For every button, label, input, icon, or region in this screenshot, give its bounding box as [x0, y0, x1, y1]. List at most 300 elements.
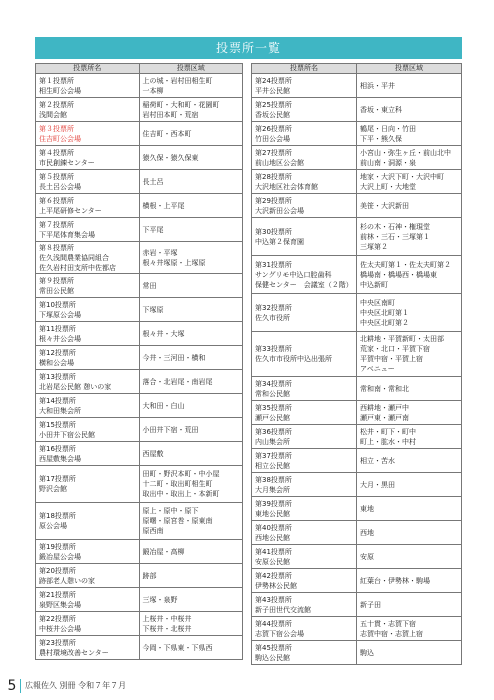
polling-district-area — [139, 170, 243, 194]
name-line: 第26投票所 — [255, 124, 292, 133]
polling-district-area — [139, 636, 243, 660]
name-line: 大沢新田公会場 — [255, 206, 304, 215]
name-line: 第９投票所 — [39, 276, 74, 285]
area-line: 中央区南町 — [360, 298, 395, 307]
polling-station-name — [252, 449, 357, 473]
polling-district-area — [139, 122, 243, 146]
area-line: 地家・大沢下町・大沢中町 — [360, 172, 444, 181]
polling-district-area — [139, 418, 243, 442]
name-line: 小田井下宿公民館 — [39, 430, 95, 439]
polling-station-name — [252, 256, 357, 294]
polling-district-area — [357, 641, 462, 665]
polling-district-area — [139, 74, 243, 98]
name-line: 第31投票所 — [255, 260, 292, 269]
polling-station-name — [36, 218, 140, 242]
area-line: 杉の木・石神・権現堂 — [360, 222, 430, 231]
area-line: 原曙・原宮巻・原東南 — [142, 517, 213, 525]
name-line: 佐久市市役所中込出張所 — [255, 355, 332, 363]
polling-district-area — [357, 593, 462, 617]
table-row — [252, 521, 462, 545]
polling-station-name — [36, 170, 140, 194]
area-line: 駒込 — [360, 648, 374, 657]
table-row — [36, 298, 243, 322]
name-line: 第27投票所 — [255, 148, 292, 157]
area-line: 橋場南・橋場西・橋場東 — [360, 270, 437, 279]
area-line: 田町・野沢本町・中小屋 — [142, 470, 220, 478]
area-line: 五十貫・志賀下宿 — [360, 619, 416, 628]
name-line: 浅間会館 — [39, 110, 67, 119]
table-row — [36, 564, 243, 588]
area-line: 落合・北岩尾・南岩尾 — [142, 377, 213, 386]
name-line: 市民創錬センター — [39, 158, 95, 167]
table-row — [36, 466, 243, 503]
table-row — [252, 473, 462, 497]
name-line: 第８投票所 — [39, 243, 74, 252]
polling-station-name — [252, 294, 357, 332]
polling-station-name — [252, 473, 357, 497]
polling-station-name — [36, 346, 140, 370]
name-line: 上平尾研修センター — [39, 206, 102, 215]
name-line: 下平尾体育集会場 — [39, 230, 95, 239]
table-row — [36, 346, 243, 370]
polling-station-name — [36, 636, 140, 660]
polling-district-area — [357, 425, 462, 449]
name-line: 住吉町公会場 — [39, 134, 81, 143]
area-line: 上桜井・中桜井 — [142, 614, 192, 623]
polling-district-area — [357, 473, 462, 497]
area-line: 鶴尾・日向・竹田 — [360, 124, 416, 133]
name-line: 第20投票所 — [39, 566, 76, 575]
name-line: 根々井公会場 — [39, 334, 81, 343]
polling-station-name — [252, 545, 357, 569]
header-area: 投票区域 — [139, 64, 243, 74]
name-line: 相立公民館 — [255, 461, 290, 470]
name-line: 第12投票所 — [39, 348, 76, 357]
name-line: 横和公会場 — [39, 358, 74, 367]
area-line: 長土呂 — [142, 177, 164, 186]
name-line: 第40投票所 — [255, 523, 292, 532]
table-row — [36, 122, 243, 146]
area-line: 三塚・泉野 — [142, 595, 178, 604]
table-row — [36, 418, 243, 442]
table-header-row — [252, 64, 462, 74]
area-line: 下塚原 — [142, 305, 164, 314]
polling-station-name — [252, 194, 357, 218]
area-line: 跡部 — [142, 571, 157, 580]
polling-district-area — [357, 497, 462, 521]
polling-district-area — [139, 564, 243, 588]
table-row — [36, 612, 243, 636]
name-line: 伊勢林公民館 — [255, 581, 297, 590]
name-line: 鍛冶屋公会場 — [39, 552, 81, 561]
name-line: 第３投票所 — [39, 124, 74, 133]
polling-station-name — [252, 332, 357, 377]
name-line: 平井公民館 — [255, 86, 290, 95]
name-line: 佐久浅間農業協同組合 — [39, 253, 109, 262]
name-line: 第６投票所 — [39, 196, 74, 205]
area-line: 一本柳 — [142, 86, 164, 95]
area-line: 小宮山・弥生ヶ丘・前山北中 — [360, 148, 451, 157]
name-line: 農村環境改善センター — [39, 648, 109, 657]
area-line: 北耕地・平賀新町・太田部 — [360, 335, 444, 343]
name-line: 第21投票所 — [39, 590, 76, 599]
name-line: 第41投票所 — [255, 547, 292, 556]
area-line: 大和田・白山 — [142, 401, 185, 410]
polling-station-name — [252, 170, 357, 194]
polling-station-name — [36, 122, 140, 146]
polling-station-name — [252, 497, 357, 521]
name-line: 長土呂公会場 — [39, 182, 81, 191]
table-row — [36, 274, 243, 298]
polling-station-name — [36, 564, 140, 588]
area-line: 佐太夫町第１・佐太夫町第２ — [360, 260, 451, 269]
name-line: 第22投票所 — [39, 614, 76, 623]
name-line: 第10投票所 — [39, 300, 76, 309]
name-line: 第18投票所 — [39, 512, 76, 520]
publication-info: 広報佐久 別冊 令和７年７月 — [25, 681, 127, 690]
area-line: 今井・三河田・横和 — [142, 353, 206, 362]
name-line: 第30投票所 — [255, 227, 292, 236]
name-line: 東地公民館 — [255, 509, 290, 518]
area-line: 三塚第２ — [360, 242, 388, 251]
name-line: 第38投票所 — [255, 475, 292, 484]
table-row — [36, 503, 243, 540]
name-line: 第１投票所 — [39, 76, 74, 85]
table-row — [36, 170, 243, 194]
name-line: 跡部老人憩いの家 — [39, 576, 95, 585]
polling-district-area — [357, 377, 462, 401]
table-row — [252, 146, 462, 170]
polling-station-name — [36, 394, 140, 418]
name-line: 第14投票所 — [39, 396, 76, 405]
area-line: 鍛冶屋・高柳 — [142, 547, 185, 556]
name-line: 第32投票所 — [255, 303, 292, 312]
area-line: 荒家・北口・平賀下宿 — [360, 345, 430, 353]
name-line: 第43投票所 — [255, 595, 292, 604]
name-line: 常和公民館 — [255, 389, 290, 398]
polling-station-name — [36, 194, 140, 218]
name-line: 竹田公会場 — [255, 134, 290, 143]
table-row — [36, 588, 243, 612]
table-row — [252, 401, 462, 425]
area-line: 西耕地・瀬戸中 — [360, 403, 409, 412]
polling-station-name — [36, 274, 140, 298]
name-line: 第45投票所 — [255, 643, 292, 652]
name-line: 第11投票所 — [39, 324, 76, 333]
area-line: 原上・原中・原下 — [142, 507, 199, 515]
area-line: 前林・三石・三塚第１ — [360, 232, 430, 241]
polling-station-name — [252, 98, 357, 122]
name-line: 第16投票所 — [39, 444, 76, 453]
polling-district-area — [139, 298, 243, 322]
name-line: 泉野区集会場 — [39, 600, 81, 609]
table-row — [252, 98, 462, 122]
area-line: 常和南・常和北 — [360, 384, 409, 393]
table-row — [36, 146, 243, 170]
name-line: 第39投票所 — [255, 499, 292, 508]
area-line: 東地 — [360, 504, 374, 513]
name-line: 大月集会所 — [255, 485, 290, 494]
polling-station-name — [252, 401, 357, 425]
area-line: 上の城・岩村田相生町 — [142, 76, 213, 85]
polling-district-area — [139, 242, 243, 274]
polling-district-area — [139, 194, 243, 218]
polling-district-area — [357, 617, 462, 641]
name-line: 香坂公民館 — [255, 110, 290, 119]
table-row — [36, 74, 243, 98]
name-line: 新子田世代交流館 — [255, 605, 311, 614]
area-line: 松井・町下・町中 — [360, 427, 416, 436]
polling-district-area — [357, 521, 462, 545]
polling-district-area — [139, 370, 243, 394]
polling-district-area — [357, 170, 462, 194]
polling-station-name — [36, 242, 140, 274]
area-line: 岩村田本町・荒宿 — [142, 110, 199, 119]
name-line: 大和田集会所 — [39, 406, 81, 415]
polling-district-area — [357, 256, 462, 294]
name-line: 志賀下宿公会場 — [255, 629, 304, 638]
polling-district-area — [357, 332, 462, 377]
name-line: 佐久市役所 — [255, 313, 290, 322]
polling-station-name — [252, 521, 357, 545]
table-row — [252, 194, 462, 218]
polling-district-area — [139, 466, 243, 503]
table-row — [36, 394, 243, 418]
polling-station-name — [36, 442, 140, 466]
header-name: 投票所名 — [252, 64, 357, 74]
area-line: 猿久保・猿久保東 — [142, 153, 199, 162]
table-row — [252, 332, 462, 377]
area-line: 小田井下宿・荒田 — [142, 425, 199, 434]
name-line: 第13投票所 — [39, 372, 76, 381]
area-line: 美笹・大沢新田 — [360, 201, 409, 210]
name-line: 第７投票所 — [39, 220, 74, 229]
polling-station-name — [252, 617, 357, 641]
name-line: 第２投票所 — [39, 100, 74, 109]
polling-district-area — [357, 146, 462, 170]
area-line: 香坂・東立科 — [360, 105, 402, 114]
polling-district-area — [139, 322, 243, 346]
polling-district-area — [139, 394, 243, 418]
polling-district-area — [139, 612, 243, 636]
name-line: 第29投票所 — [255, 196, 292, 205]
polling-table-right — [251, 63, 462, 665]
name-line: 常田公民館 — [39, 286, 74, 295]
polling-district-area — [357, 218, 462, 256]
polling-station-name — [252, 146, 357, 170]
name-line: 瀬戸公民館 — [255, 413, 290, 422]
area-line: 安原 — [360, 552, 374, 561]
polling-district-area — [139, 540, 243, 564]
table-row — [252, 122, 462, 146]
area-line: 稲荷町・大和町・花園町 — [142, 100, 220, 109]
polling-station-name — [36, 612, 140, 636]
name-line: 第35投票所 — [255, 403, 292, 412]
name-line: 第19投票所 — [39, 542, 76, 551]
header-area: 投票区域 — [357, 64, 462, 74]
area-line: 大沢上町・大地堂 — [360, 182, 416, 191]
area-line: 相浜・平井 — [360, 81, 395, 90]
table-row — [252, 74, 462, 98]
name-line: 第23投票所 — [39, 638, 76, 647]
name-line: 西地公民館 — [255, 533, 290, 542]
area-line: 横根・上平尾 — [142, 201, 185, 210]
name-line: 第44投票所 — [255, 619, 292, 628]
name-line: 第28投票所 — [255, 172, 292, 181]
polling-station-name — [36, 418, 140, 442]
table-row — [252, 294, 462, 332]
area-line: 今岡・下県東・下県西 — [142, 643, 213, 652]
area-line: 住吉町・西本町 — [142, 129, 192, 138]
name-line: 相生町公会場 — [39, 86, 81, 95]
polling-station-name — [252, 122, 357, 146]
polling-station-name — [36, 370, 140, 394]
area-line: 下平尾 — [142, 225, 164, 234]
name-line: 佐久岩村田支所中佐都店 — [39, 263, 116, 272]
polling-district-area — [139, 218, 243, 242]
polling-district-area — [357, 401, 462, 425]
table-row — [252, 256, 462, 294]
area-line: 前山南・洞源・泉 — [360, 158, 416, 167]
polling-station-name — [36, 540, 140, 564]
name-line: 第４投票所 — [39, 148, 74, 157]
name-line: 駒込公民館 — [255, 653, 290, 662]
name-line: 下塚原公会場 — [39, 310, 81, 319]
area-line: 赤岩・平塚 — [142, 248, 178, 257]
name-line: 前山地区公会館 — [255, 158, 304, 167]
polling-district-area — [357, 545, 462, 569]
area-line: 下平・熊久保 — [360, 134, 402, 143]
area-line: 中央区北町第２ — [360, 318, 409, 327]
name-line: 第25投票所 — [255, 100, 292, 109]
area-line: 大月・黒田 — [360, 480, 395, 489]
polling-table-left — [35, 63, 243, 660]
polling-station-name — [36, 74, 140, 98]
table-row — [252, 569, 462, 593]
header-name: 投票所名 — [36, 64, 140, 74]
table-row — [252, 617, 462, 641]
footer-divider — [20, 679, 21, 693]
name-line: 第42投票所 — [255, 571, 292, 580]
name-line: 第34投票所 — [255, 379, 292, 388]
table-row — [252, 497, 462, 521]
area-line: 町上・肱水・中村 — [360, 437, 416, 446]
name-line: 野沢会館 — [39, 485, 67, 493]
name-line: 第37投票所 — [255, 451, 292, 460]
polling-station-name — [36, 146, 140, 170]
polling-district-area — [139, 146, 243, 170]
area-line: 中込新町 — [360, 280, 388, 289]
area-line: 根々井塚原・上塚原 — [142, 258, 206, 267]
polling-station-name — [252, 74, 357, 98]
name-line: 原公会場 — [39, 522, 67, 530]
table-row — [36, 370, 243, 394]
polling-district-area — [357, 122, 462, 146]
table-row — [36, 442, 243, 466]
area-line: 下桜井・北桜井 — [142, 624, 192, 633]
area-line: 瀬戸東・瀬戸南 — [360, 413, 409, 422]
polling-district-area — [357, 449, 462, 473]
area-line: アベニュー — [360, 365, 395, 373]
table-row — [36, 218, 243, 242]
table-row — [252, 545, 462, 569]
area-line: 中央区北町第１ — [360, 308, 409, 317]
polling-station-name — [252, 569, 357, 593]
area-line: 取出中・取出上・本新町 — [142, 490, 220, 498]
polling-district-area — [139, 442, 243, 466]
area-line: 十二町・取出町相生町 — [142, 480, 213, 488]
polling-station-name — [36, 466, 140, 503]
table-row — [36, 636, 243, 660]
page-footer — [0, 676, 494, 696]
table-row — [36, 540, 243, 564]
table-row — [252, 593, 462, 617]
table-row — [252, 170, 462, 194]
polling-district-area — [139, 503, 243, 540]
name-line: 第17投票所 — [39, 475, 76, 483]
name-line: 保健センター 会議室（２階） — [255, 280, 353, 289]
name-line: 中込第２保育園 — [255, 237, 304, 246]
polling-district-area — [357, 194, 462, 218]
area-line: 志賀中宿・志賀上宿 — [360, 629, 423, 638]
polling-station-name — [252, 593, 357, 617]
polling-district-area — [139, 346, 243, 370]
page-title: 投票所一覧 — [35, 37, 462, 59]
area-line: 根々井・大塚 — [142, 329, 185, 338]
area-line: 相立・苦水 — [360, 456, 395, 465]
table-header-row — [36, 64, 243, 74]
area-line: 原西南 — [142, 527, 164, 535]
polling-district-area — [357, 569, 462, 593]
area-line: 紅葉台・伊勢林・駒場 — [360, 576, 430, 585]
polling-district-area — [357, 74, 462, 98]
table-row — [36, 322, 243, 346]
area-line: 新子田 — [360, 600, 381, 609]
polling-station-name — [36, 588, 140, 612]
polling-station-name — [36, 98, 140, 122]
polling-district-area — [139, 98, 243, 122]
polling-district-area — [357, 294, 462, 332]
polling-station-name — [252, 218, 357, 256]
table-row — [252, 218, 462, 256]
table-row — [36, 194, 243, 218]
name-line: 安原公民館 — [255, 557, 290, 566]
table-row — [252, 377, 462, 401]
name-line: サングリモ中込口腔歯科 — [255, 270, 332, 279]
name-line: 内山集会所 — [255, 437, 290, 446]
polling-station-name — [36, 322, 140, 346]
name-line: 中桜井公会場 — [39, 624, 81, 633]
polling-station-name — [36, 298, 140, 322]
area-line: 常田 — [142, 281, 157, 290]
table-row — [252, 425, 462, 449]
table-row — [252, 449, 462, 473]
table-row — [252, 641, 462, 665]
name-line: 西屋敷集会場 — [39, 454, 81, 463]
polling-district-area — [357, 98, 462, 122]
name-line: 第36投票所 — [255, 427, 292, 436]
polling-station-name — [252, 377, 357, 401]
polling-district-area — [139, 588, 243, 612]
name-line: 第15投票所 — [39, 420, 76, 429]
name-line: 第24投票所 — [255, 76, 292, 85]
name-line: 北岩尾公民館 憩いの家 — [39, 382, 112, 391]
polling-station-name — [252, 641, 357, 665]
area-line: 西屋敷 — [142, 449, 164, 458]
name-line: 第５投票所 — [39, 172, 74, 181]
page-number: 5 — [7, 678, 17, 694]
polling-station-name — [252, 425, 357, 449]
